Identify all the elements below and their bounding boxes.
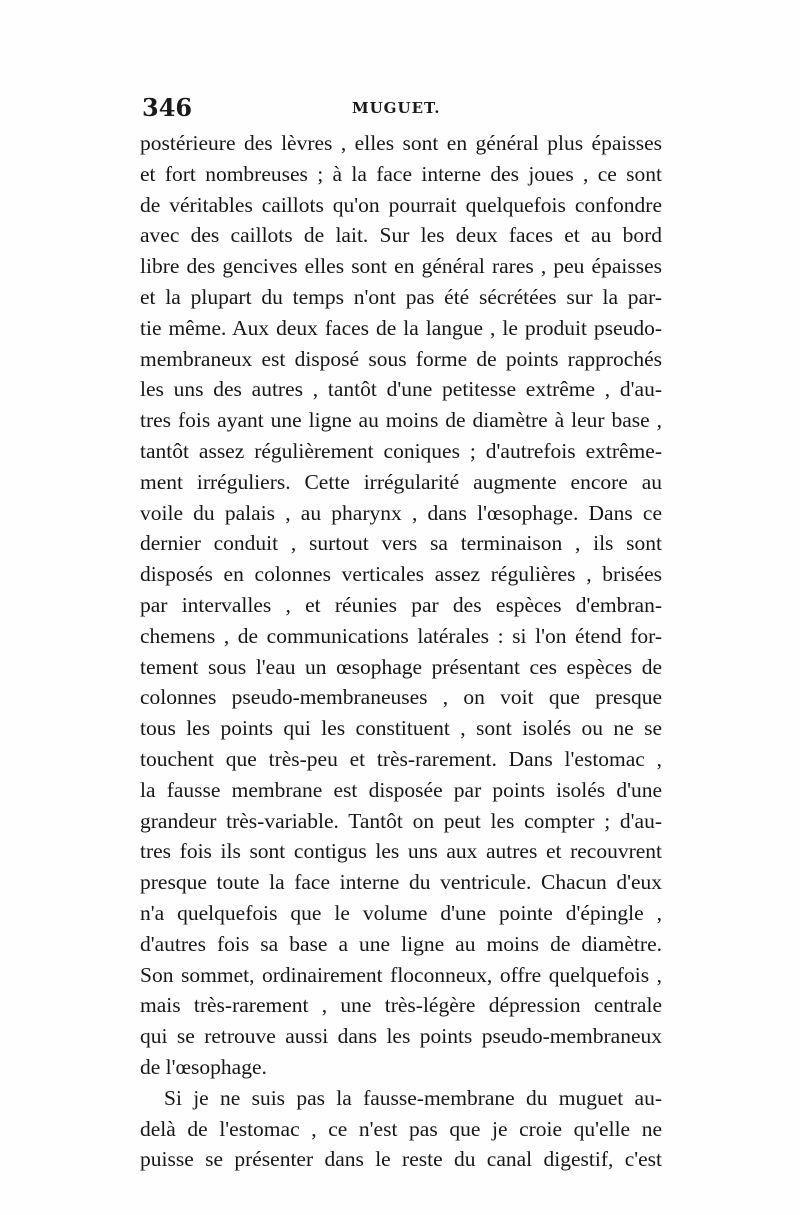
body-text: [140, 128, 662, 1175]
text-line: avec des caillots de lait. Sur les deux faces et au bord: [140, 223, 662, 248]
text-line: dernier conduit , surtout vers sa terminaison , ils sont: [140, 531, 662, 556]
text-line: les uns des autres , tantôt d'une petitesse extrême , d'au-: [140, 377, 662, 402]
text-line: par intervalles , et réunies par des espèces d'embran-: [140, 592, 662, 617]
text-line: grandeur très-variable. Tantôt on peut les compter ; d'au-: [140, 808, 662, 833]
text-line: tous les points qui les constituent , sont isolés ou ne se: [140, 716, 662, 741]
text-line: tres fois ayant une ligne au moins de diamètre à leur base ,: [140, 408, 662, 433]
text-line: Son sommet, ordinairement floconneux, offre quelquefois ,: [140, 962, 662, 987]
text-line: libre des gencives elles sont en général rares , peu épaisses: [140, 254, 662, 279]
text-line: disposés en colonnes verticales assez régulières , brisées: [140, 562, 662, 587]
text-line: delà de l'estomac , ce n'est pas que je croie qu'elle ne: [140, 1116, 662, 1141]
text-line: puisse se présenter dans le reste du canal digestif, c'est: [140, 1147, 662, 1172]
text-line: membraneux est disposé sous forme de points rapprochés: [140, 346, 662, 371]
text-line: postérieure des lèvres , elles sont en général plus épaisses: [140, 131, 662, 155]
text-line: tres fois ils sont contigus les uns aux autres et recouvrent: [140, 839, 662, 864]
text-line: voile du palais , au pharynx , dans l'œsophage. Dans ce: [140, 500, 662, 525]
text-line: de véritables caillots qu'on pourrait quelquefois confondre: [140, 192, 662, 217]
text-line: tement sous l'eau un œsophage présentant ces espèces de: [140, 654, 662, 679]
text-line: n'a quelquefois que le volume d'une pointe d'épingle ,: [140, 900, 662, 925]
text-line: de l'œsophage.: [140, 1054, 267, 1079]
text-line: chemens , de communications latérales : si l'on étend for-: [140, 623, 662, 648]
text-line: Si je ne suis pas la fausse-membrane du muguet au-: [164, 1085, 662, 1110]
page-header: [142, 93, 660, 127]
text-line: touchent que très-peu et très-rarement. Dans l'estomac ,: [140, 746, 662, 771]
text-line: et fort nombreuses ; à la face interne des joues , ce sont: [140, 161, 662, 186]
text-line: la fausse membrane est disposée par points isolés d'une: [140, 777, 662, 802]
text-line: colonnes pseudo-membraneuses , on voit que presque: [140, 685, 662, 710]
text-line: mais très-rarement , une très-légère dépression centrale: [140, 993, 662, 1018]
text-line: tantôt assez régulièrement coniques ; d'autrefois extrême-: [140, 438, 662, 463]
text-line: et la plupart du temps n'ont pas été sécrétées sur la par-: [140, 284, 662, 309]
text-line: d'autres fois sa base a une ligne au moins de diamètre.: [140, 931, 662, 956]
running-title: MUGUET.: [352, 99, 441, 117]
text-line: ment irréguliers. Cette irrégularité augmente encore au: [140, 469, 662, 494]
text-line: qui se retrouve aussi dans les points pseudo-membraneux: [140, 1024, 662, 1049]
page-number: 346: [142, 93, 193, 122]
text-line: presque toute la face interne du ventricule. Chacun d'eux: [140, 870, 662, 895]
text-line: tie même. Aux deux faces de la langue , le produit pseudo-: [140, 315, 662, 340]
